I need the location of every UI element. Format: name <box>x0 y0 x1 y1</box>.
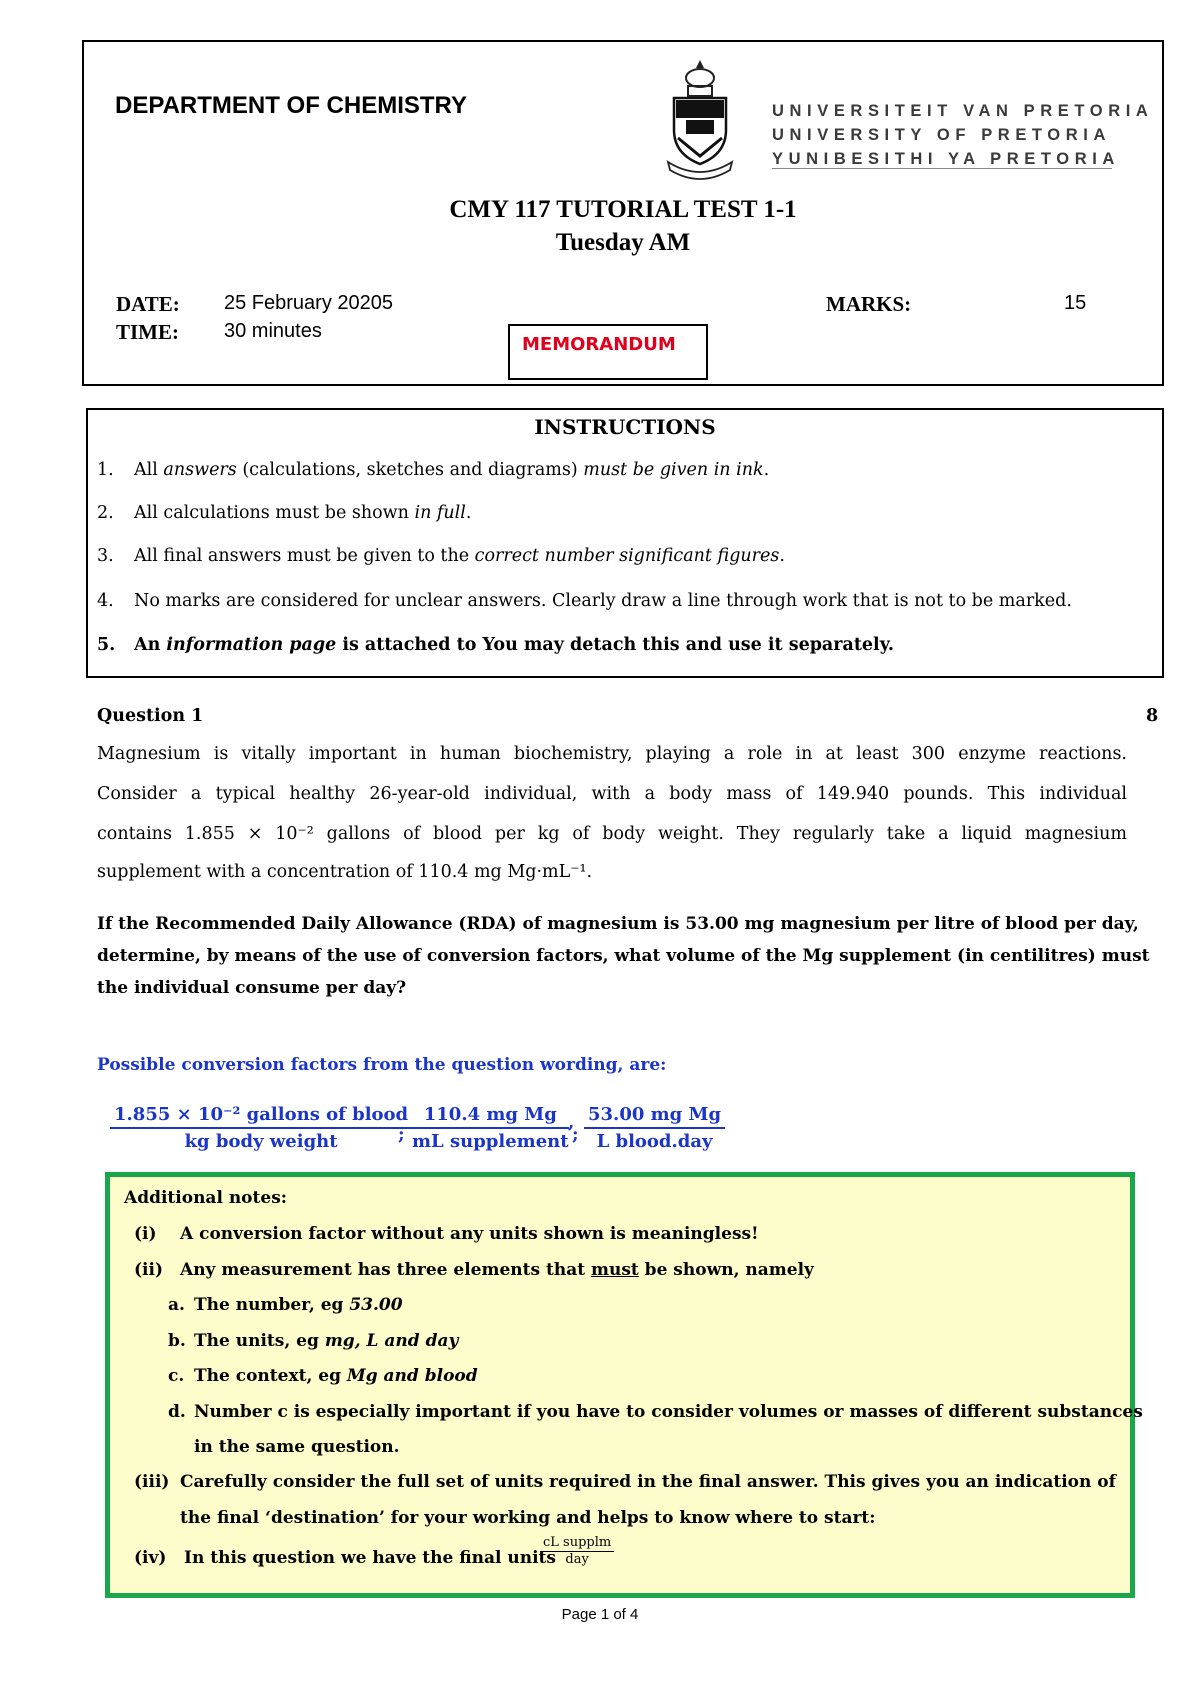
time-value: 30 minutes <box>224 320 322 342</box>
question-marks: 8 <box>1146 706 1159 726</box>
question-label: Question 1 <box>97 706 204 726</box>
instructions-title: INSTRUCTIONS <box>534 415 716 439</box>
university-name-english: UNIVERSITY OF PRETORIA <box>772 126 1111 144</box>
instruction-number: 1. <box>97 460 114 480</box>
task-text-line: If the Recommended Daily Allowance (RDA) of magnesium is 53.00 mg magnesium per litre of blood per day, <box>97 914 1139 934</box>
notes-title: Additional notes: <box>124 1188 288 1208</box>
university-name-afrikaans: UNIVERSITEIT VAN PRETORIA <box>772 102 1154 120</box>
instruction-4: No marks are considered for unclear answers. Clearly draw a line through work that is not to be marked. <box>134 591 1072 611</box>
question-text-line: supplement with a concentration of 110.4 mg Mg·mL⁻¹. <box>97 862 593 882</box>
conversion-factor-numerator: 53.00 mg Mg <box>584 1104 725 1129</box>
note-iv: In this question we have the final units <box>184 1548 556 1568</box>
note-iii: Carefully consider the full set of units required in the final answer. This gives you an indication of <box>180 1472 1116 1492</box>
conversion-factor-denominator: mL supplement <box>412 1131 569 1152</box>
sub-label: b. <box>168 1331 186 1351</box>
time-label: TIME: <box>116 320 179 344</box>
conversion-separator: ; <box>398 1124 405 1145</box>
question-text-line: Magnesium is vitally important in human biochemistry, playing a role in at least 300 enzyme reactions. <box>97 744 1127 764</box>
test-subtitle: Tuesday AM <box>555 229 691 256</box>
memorandum-label: MEMORANDUM <box>522 334 676 355</box>
instruction-3: All final answers must be given to the correct number significant figures. <box>134 546 785 566</box>
note-iii-continued: the final ‘destination’ for your working and helps to know where to start: <box>180 1508 876 1528</box>
note-i: A conversion factor without any units shown is meaningless! <box>180 1224 759 1244</box>
instruction-number: 2. <box>97 503 114 523</box>
sub-item-d: Number c is especially important if you have to consider volumes or masses of different substances <box>194 1402 1143 1422</box>
conversion-factor-blood <box>110 1104 412 1152</box>
instruction-5: An information page is attached to You may detach this and use it separately. <box>134 635 894 655</box>
sub-item-c: The context, eg Mg and blood <box>194 1366 478 1386</box>
note-label: (iv) <box>134 1548 167 1568</box>
conversion-factor-denominator: L blood.day <box>596 1131 713 1152</box>
sub-item-d-continued: in the same question. <box>194 1437 400 1457</box>
university-underline <box>772 168 1112 169</box>
sub-item-b: The units, eg mg, L and day <box>194 1331 459 1351</box>
note-label: (ii) <box>134 1260 164 1280</box>
date-value: 25 February 20205 <box>224 292 394 314</box>
department-title: DEPARTMENT OF CHEMISTRY <box>115 92 467 119</box>
sub-label: d. <box>168 1402 186 1422</box>
conversion-separator: , <box>568 1112 575 1133</box>
conversion-factor-rda <box>584 1104 725 1152</box>
note-label: (i) <box>134 1224 157 1244</box>
sub-item-a: The number, eg 53.00 <box>194 1295 403 1315</box>
final-units-denominator: day <box>565 1552 589 1567</box>
page-number: Page 1 of 4 <box>561 1606 639 1623</box>
note-ii: Any measurement has three elements that must be shown, namely <box>180 1260 814 1280</box>
marks-value: 15 <box>1064 292 1087 314</box>
final-units-fraction <box>540 1535 614 1567</box>
sub-label: c. <box>168 1366 185 1386</box>
instruction-number: 5. <box>97 635 116 655</box>
university-crest-icon <box>664 58 736 184</box>
sub-label: a. <box>168 1295 185 1315</box>
instruction-2: All calculations must be shown in full. <box>134 503 472 523</box>
conversion-factor-numerator: 110.4 mg Mg <box>412 1104 569 1129</box>
conversion-factor-numerator: 1.855 × 10⁻² gallons of blood <box>110 1104 412 1129</box>
task-text-line: determine, by means of the use of conversion factors, what volume of the Mg supplement (in centilitres) must <box>97 946 1150 966</box>
instruction-number: 4. <box>97 591 114 611</box>
note-label: (iii) <box>134 1472 170 1492</box>
instruction-1: All answers (calculations, sketches and diagrams) must be given in ink. <box>134 460 770 480</box>
conversion-factor-supplement <box>412 1104 569 1152</box>
conversion-factor-denominator: kg body weight <box>184 1131 338 1152</box>
question-text-line: Consider a typical healthy 26-year-old individual, with a body mass of 149.940 pounds. This individual <box>97 784 1127 804</box>
date-label: DATE: <box>116 292 180 316</box>
final-units-numerator: cL supplm <box>540 1535 614 1552</box>
marks-label: MARKS: <box>826 292 912 316</box>
question-text-line: contains 1.855 × 10⁻² gallons of blood per kg of body weight. They regularly take a liquid magnesium <box>97 824 1127 844</box>
instruction-number: 3. <box>97 546 114 566</box>
test-title: CMY 117 TUTORIAL TEST 1-1 <box>449 196 797 223</box>
task-text-line: the individual consume per day? <box>97 978 407 998</box>
conversion-separator: ; <box>572 1124 579 1145</box>
university-name-sepedi: YUNIBESITHI YA PRETORIA <box>772 150 1120 168</box>
conversion-intro: Possible conversion factors from the question wording, are: <box>97 1055 667 1075</box>
